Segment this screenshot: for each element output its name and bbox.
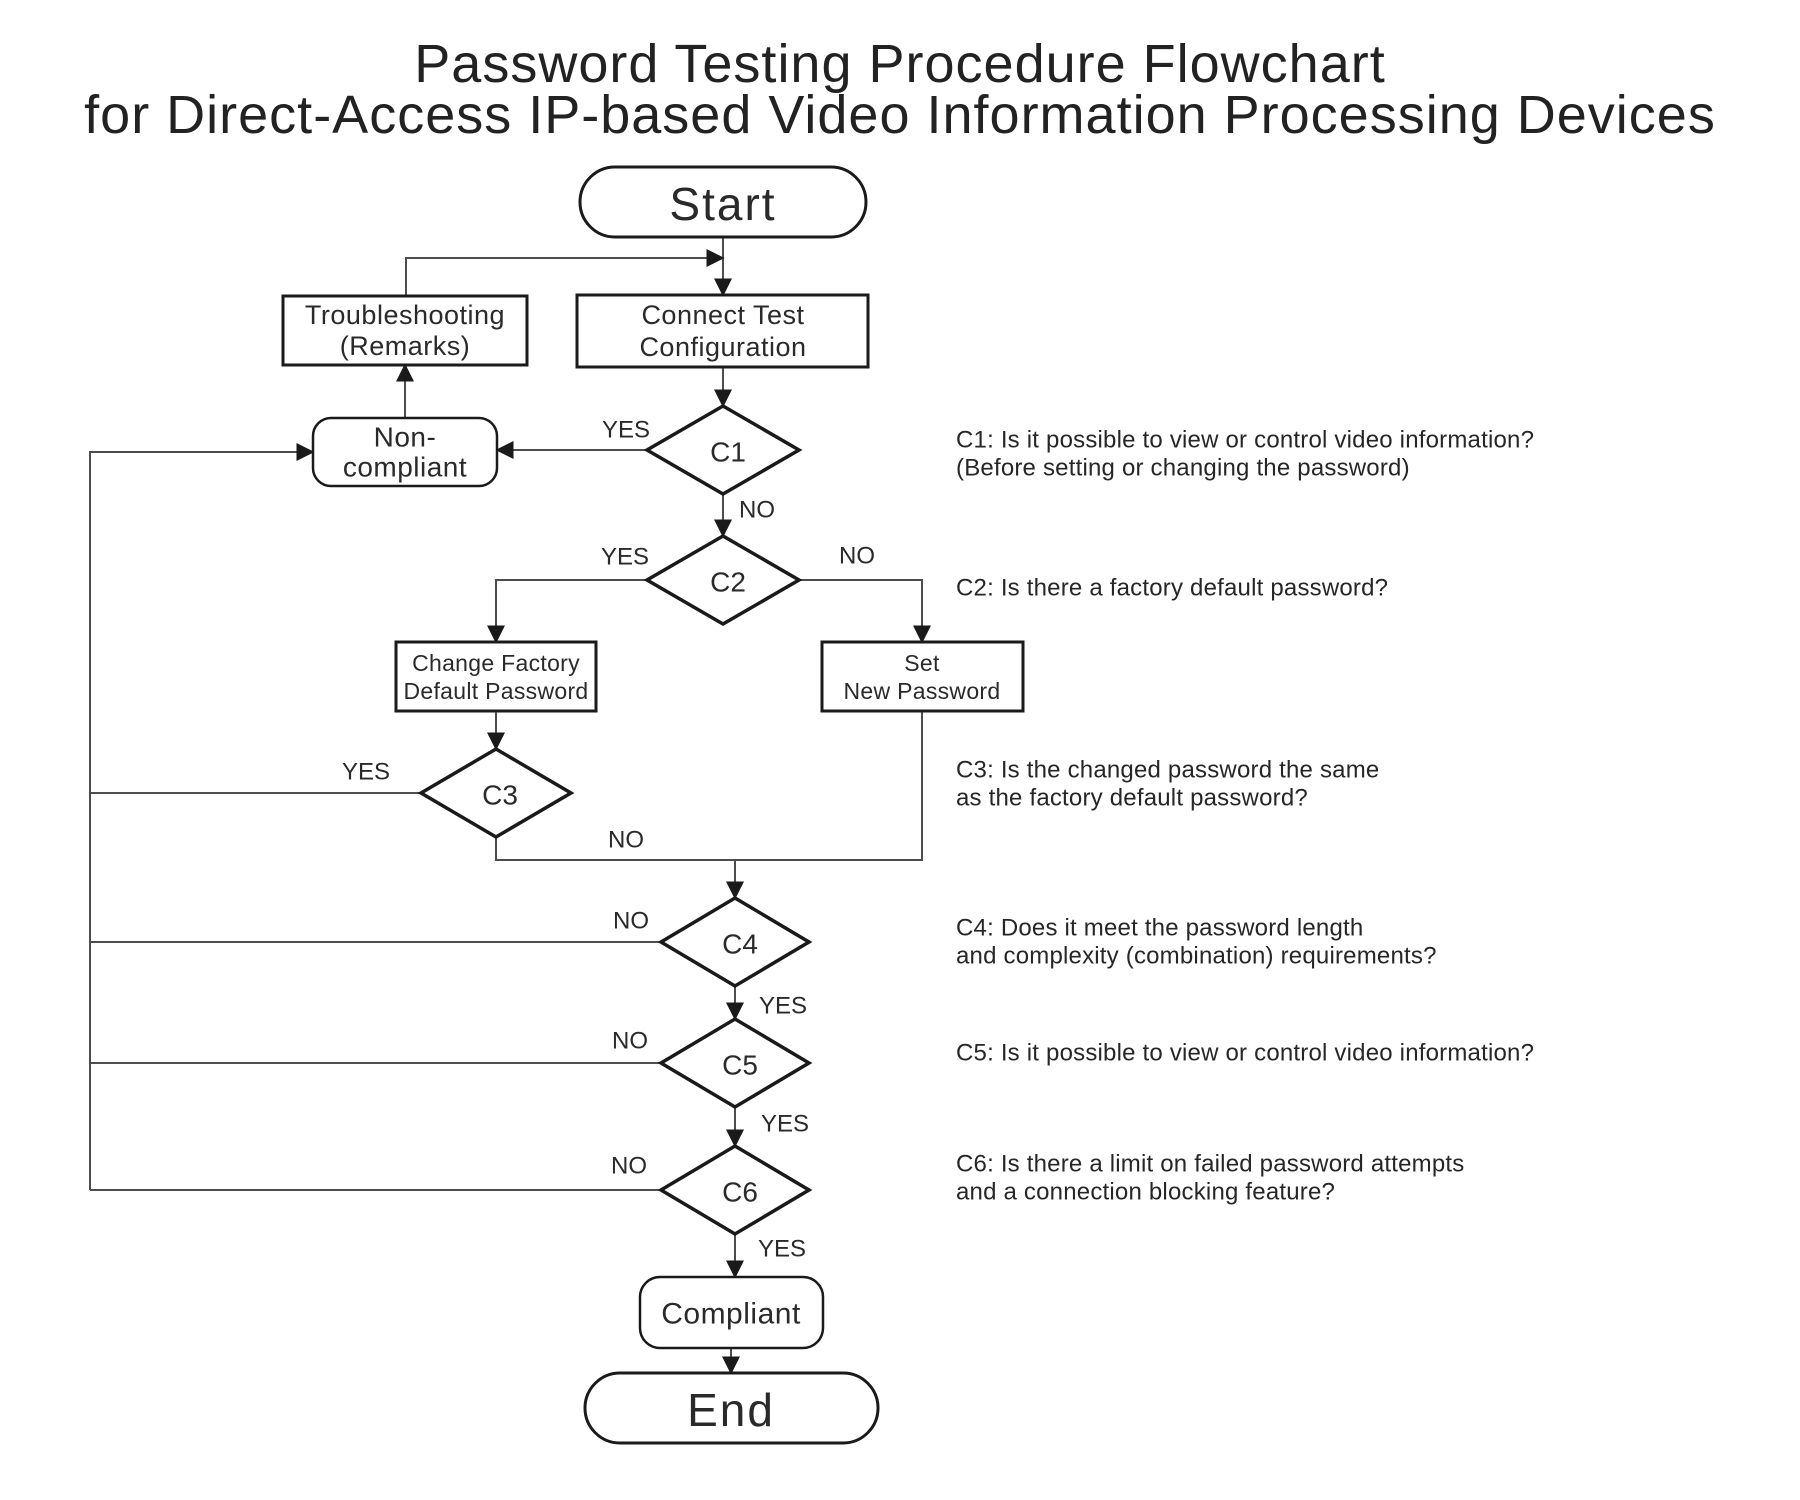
annotation-c5-line1: C5: Is it possible to view or control video information? [956,1039,1535,1067]
c3-no-label: NO [608,826,644,854]
compliant-label: Compliant [661,1297,801,1331]
c3-yes-label: YES [341,758,391,786]
c2-yes-label: YES [600,543,650,571]
page-title-line2: for Direct-Access IP-based Video Information Processing Devices [84,85,1716,145]
end-label: End [687,1384,775,1436]
c4-label: C4 [722,928,758,960]
non-compliant-label-line1: Non- [373,421,437,453]
c3-label: C3 [482,779,518,811]
c1-label: C1 [710,436,746,468]
change-factory-label-line2: Default Password [403,678,589,704]
set-new-password-label-line2: New Password [843,678,1001,704]
connect-test-label-line2: Configuration [639,332,807,362]
non-compliant-label-line2: compliant [342,451,468,483]
annotation-c2-line1: C2: Is there a factory default password? [956,574,1389,602]
set-new-password-label-line1: Set [904,650,940,676]
start-label: Start [669,178,777,230]
c5-yes-label: YES [760,1110,810,1138]
c5-label: C5 [722,1049,758,1081]
c4-yes-label: YES [758,992,808,1020]
c1-yes-label: YES [601,416,651,444]
page-title-line1: Password Testing Procedure Flowchart [414,34,1386,94]
c4-no-label: NO [613,907,649,935]
annotation-c6-line2: and a connection blocking feature? [956,1178,1336,1206]
change-factory-label-line1: Change Factory [412,650,580,676]
c2-label: C2 [710,566,746,598]
c6-no-label: NO [611,1152,647,1180]
node-end [585,1373,878,1443]
c6-yes-label: YES [757,1235,807,1263]
node-set-new-password [822,642,1023,711]
c2-no-label: NO [839,542,875,570]
troubleshooting-label-line1: Troubleshooting [304,300,506,330]
node-start [580,167,866,237]
node-troubleshooting [283,296,527,365]
annotation-c4-line2: and complexity (combination) requirements? [956,942,1437,970]
annotation-c1-line1: C1: Is it possible to view or control video information? [956,426,1535,454]
node-change-factory [396,642,596,711]
connect-test-label-line1: Connect Test [641,300,805,330]
node-connect-test [577,295,868,367]
annotation-c1-line2: (Before setting or changing the password) [956,454,1410,482]
annotation-c3-line1: C3: Is the changed password the same [956,756,1380,784]
c5-no-label: NO [612,1027,648,1055]
node-compliant [640,1277,823,1348]
annotation-c6-line1: C6: Is there a limit on failed password attempts [956,1150,1465,1178]
c6-label: C6 [722,1176,758,1208]
annotation-c3-line2: as the factory default password? [956,784,1308,812]
annotation-c4-line1: C4: Does it meet the password length [956,914,1364,942]
troubleshooting-label-line2: (Remarks) [339,331,471,361]
c1-no-label: NO [739,496,775,524]
node-non-compliant [313,418,497,486]
